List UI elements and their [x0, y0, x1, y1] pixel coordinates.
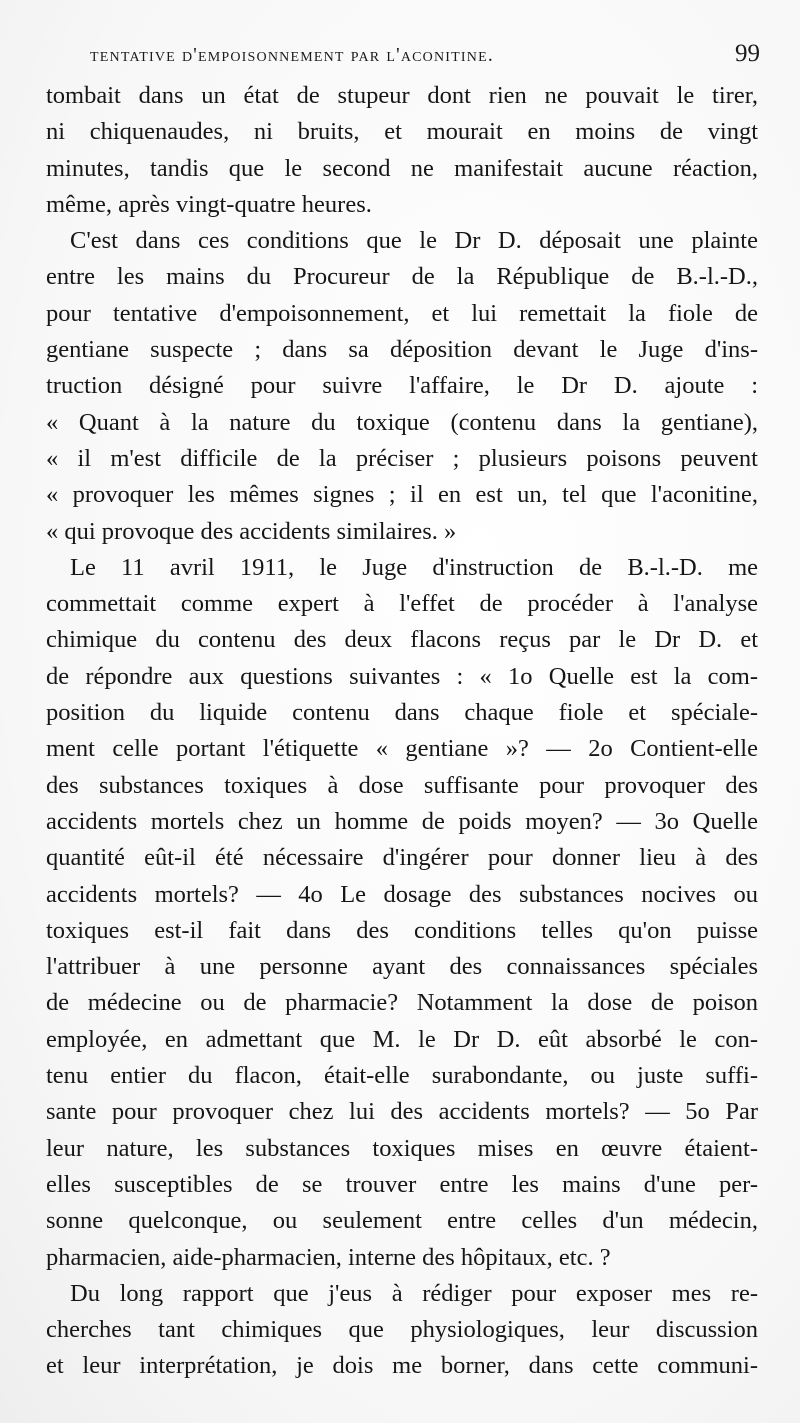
text-line: entre les mains du Procureur de la République de B.-l.-D.,: [46, 263, 758, 291]
text-line: pour tentative d'empoisonnement, et lui remettait la fiole de: [46, 299, 758, 327]
text-line: position du liquide contenu dans chaque fiole et spéciale-: [46, 699, 758, 727]
text-line: C'est dans ces conditions que le Dr D. déposait une plainte: [70, 227, 758, 255]
text-line: gentiane suspecte ; dans sa déposition devant le Juge d'ins-: [46, 336, 758, 364]
text-line: « provoquer les mêmes signes ; il en est un, tel que l'aconitine,: [46, 481, 758, 509]
text-line: truction désigné pour suivre l'affaire, le Dr D. ajoute :: [46, 372, 758, 400]
text-line: employée, en admettant que M. le Dr D. eût absorbé le con-: [46, 1025, 758, 1053]
text-line: l'attribuer à une personne ayant des connaissances spéciales: [46, 953, 758, 981]
text-line: accidents mortels? — 4o Le dosage des substances nocives ou: [46, 880, 758, 908]
text-line: leur nature, les substances toxiques mises en œuvre étaient-: [46, 1134, 758, 1162]
text-line: « Quant à la nature du toxique (contenu dans la gentiane),: [46, 408, 758, 436]
text-line: accidents mortels chez un homme de poids moyen? — 3o Quelle: [46, 807, 758, 835]
text-line: minutes, tandis que le second ne manifestait aucune réaction,: [46, 154, 758, 182]
text-line: ni chiquenaudes, ni bruits, et mourait en moins de vingt: [46, 118, 758, 146]
text-line: tenu entier du flacon, était-elle surabondante, ou juste suffi-: [46, 1062, 758, 1090]
text-line: commettait comme expert à l'effet de procéder à l'analyse: [46, 590, 758, 618]
page-header: [90, 40, 760, 74]
text-line: cherches tant chimiques que physiologiques, leur discussion: [46, 1316, 758, 1344]
text-line: « qui provoque des accidents similaires. »: [46, 517, 457, 545]
text-line: même, après vingt-quatre heures.: [46, 190, 372, 218]
text-line: quantité eût-il été nécessaire d'ingérer pour donner lieu à des: [46, 844, 758, 872]
text-line: des substances toxiques à dose suffisante pour provoquer des: [46, 771, 758, 799]
text-line: de répondre aux questions suivantes : « 1o Quelle est la com-: [46, 662, 758, 690]
text-line: Le 11 avril 1911, le Juge d'instruction de B.-l.-D. me: [70, 553, 758, 581]
text-line: sonne quelconque, ou seulement entre celles d'un médecin,: [46, 1207, 758, 1235]
text-line: chimique du contenu des deux flacons reçus par le Dr D. et: [46, 626, 758, 654]
text-line: tombait dans un état de stupeur dont rien ne pouvait le tirer,: [46, 82, 758, 109]
text-line: pharmacien, aide-pharmacien, interne des hôpitaux, etc. ?: [46, 1243, 611, 1271]
text-line: de médecine ou de pharmacie? Notamment la dose de poison: [46, 989, 758, 1017]
body-text: [46, 78, 758, 1385]
text-line: sante pour provoquer chez lui des accidents mortels? — 5o Par: [46, 1098, 758, 1126]
page-number: 99: [735, 40, 760, 67]
text-line: et leur interprétation, je dois me borner, dans cette communi-: [46, 1352, 758, 1380]
text-line: toxiques est-il fait dans des conditions telles qu'on puisse: [46, 916, 758, 944]
text-line: « il m'est difficile de la préciser ; plusieurs poisons peuvent: [46, 444, 758, 472]
running-head: tentative d'empoisonnement par l'aconitine.: [90, 45, 494, 66]
text-line: elles susceptibles de se trouver entre les mains d'une per-: [46, 1170, 758, 1198]
text-line: Du long rapport que j'eus à rédiger pour exposer mes re-: [70, 1279, 758, 1307]
text-line: ment celle portant l'étiquette « gentiane »? — 2o Contient-elle: [46, 735, 758, 763]
